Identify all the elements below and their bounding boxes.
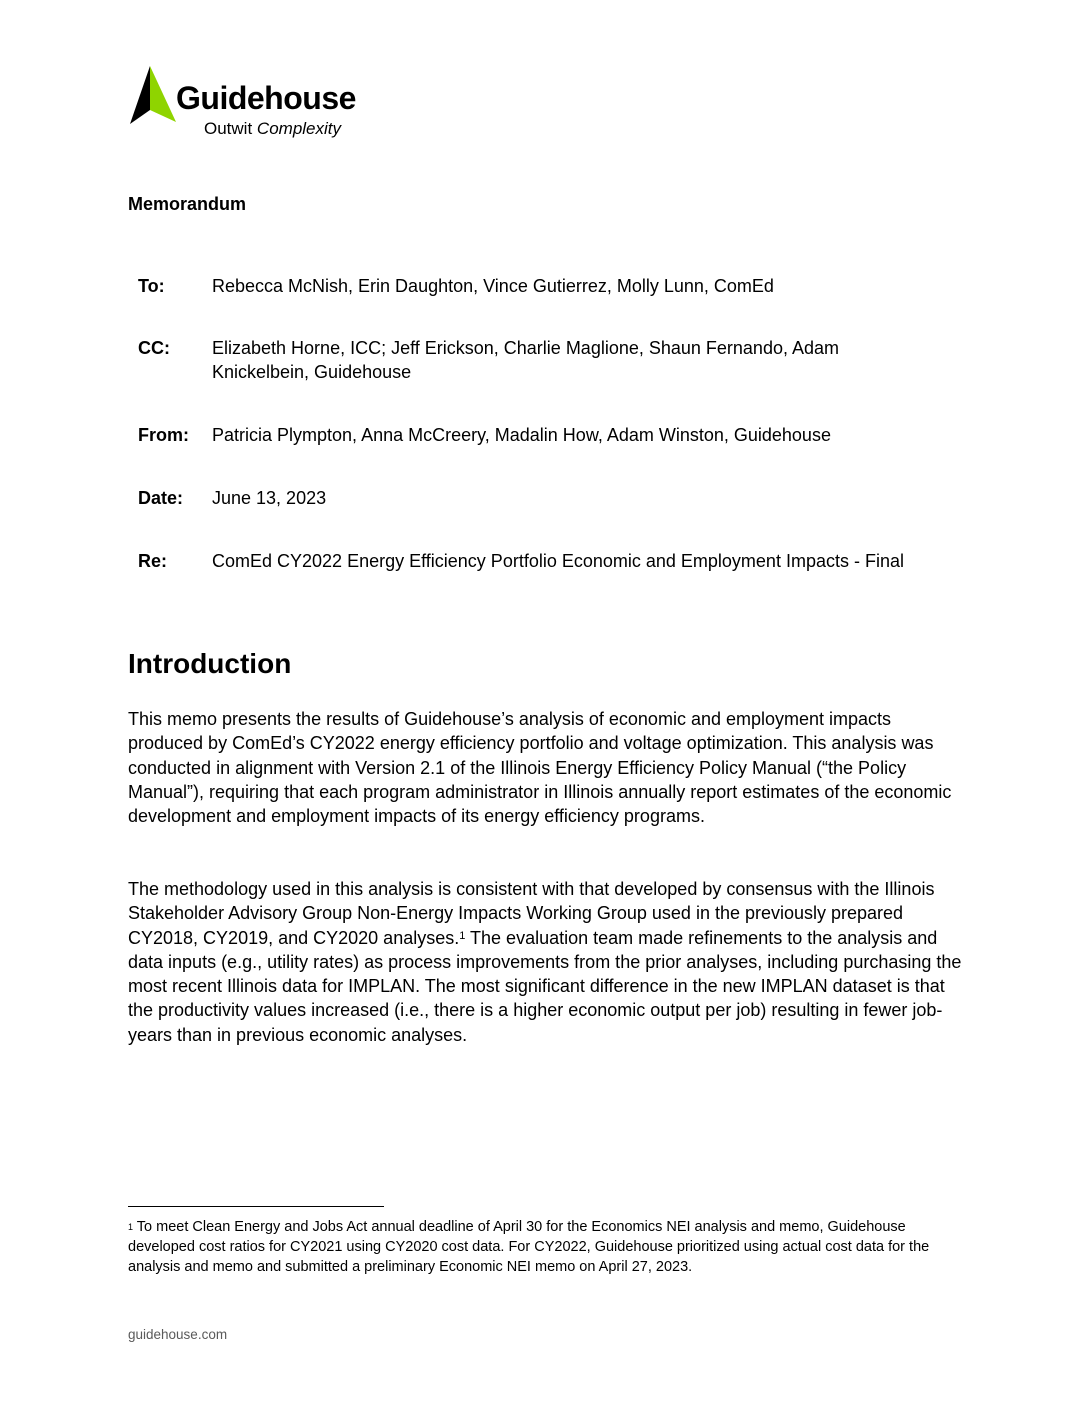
footnote-divider <box>128 1206 384 1207</box>
guidehouse-logo <box>128 64 368 144</box>
logo-wordmark: Guidehouse <box>176 80 356 116</box>
tagline-outwit: Outwit <box>204 119 253 138</box>
footnote-text: To meet Clean Energy and Jobs Act annual deadline of April 30 for the Economics NEI analysis and memo, Guidehouse developed cost ratios for CY2021 using CY2020 cost data. For CY2022, Guidehouse prioritized using actual cost data for the analysis and memo and submitted a preliminary Economic NEI memo on April 27, 2023. <box>128 1219 930 1275</box>
re-value: ComEd CY2022 Energy Efficiency Portfolio Economic and Employment Impacts - Final <box>212 551 904 571</box>
cc-value: Elizabeth Horne, ICC; Jeff Erickson, Charlie Maglione, Shaun Fernando, Adam Knickelbein, Guidehouse <box>212 338 839 382</box>
re-label: Re: <box>138 551 168 571</box>
paragraph-2-text-b: The evaluation team made refinements to the analysis and data inputs (e.g., utility rates) as process improvements from the prior analyses, including purchasing the most recent Illinois data for IMPLAN. The most significant difference in the new IMPLAN dataset is that the productivity values increased (i.e., there is a higher economic output per job) resulting in fewer job-years than in previous economic analyses. <box>128 927 962 1045</box>
date-label: Date: <box>138 488 184 508</box>
footnote <box>128 1217 958 1277</box>
footer-url[interactable]: guidehouse.com <box>128 1327 228 1342</box>
section-heading-introduction: Introduction <box>128 648 292 679</box>
to-value: Rebecca McNish, Erin Daughton, Vince Gutierrez, Molly Lunn, ComEd <box>212 276 774 296</box>
footnote-number: 1 <box>128 1222 134 1232</box>
from-value: Patricia Plympton, Anna McCreery, Madalin How, Adam Winston, Guidehouse <box>212 425 831 445</box>
cc-label: CC: <box>138 338 170 358</box>
to-label: To: <box>138 276 165 296</box>
intro-paragraph-2 <box>128 877 962 1047</box>
paragraph-2-text-a: The methodology used in this analysis is consistent with that developed by consensus with the Illinois Stakeholder Advisory Group Non-Energy Impacts Working Group used in the previously prepared CY2018, CY2019, and CY2020 analyses. <box>128 879 935 948</box>
date-value: June 13, 2023 <box>212 488 327 508</box>
logo-tagline <box>204 119 341 139</box>
guidehouse-arrow-icon <box>128 64 178 126</box>
footnote-reference[interactable]: 1 <box>459 929 466 942</box>
memorandum-label: Memorandum <box>128 194 247 214</box>
intro-paragraph-1: This memo presents the results of Guidehouse’s analysis of economic and employment impacts produced by ComEd’s CY2022 energy efficiency portfolio and voltage optimization. This analysis was conducted in alignment with Version 2.1 of the Illinois Energy Efficiency Policy Manual (“the Policy Manual”), requiring that each program administrator in Illinois annually report estimates of the economic development and employment impacts of its energy efficiency programs. <box>128 709 952 827</box>
tagline-complexity: Complexity <box>256 119 342 138</box>
from-label: From: <box>138 425 189 445</box>
